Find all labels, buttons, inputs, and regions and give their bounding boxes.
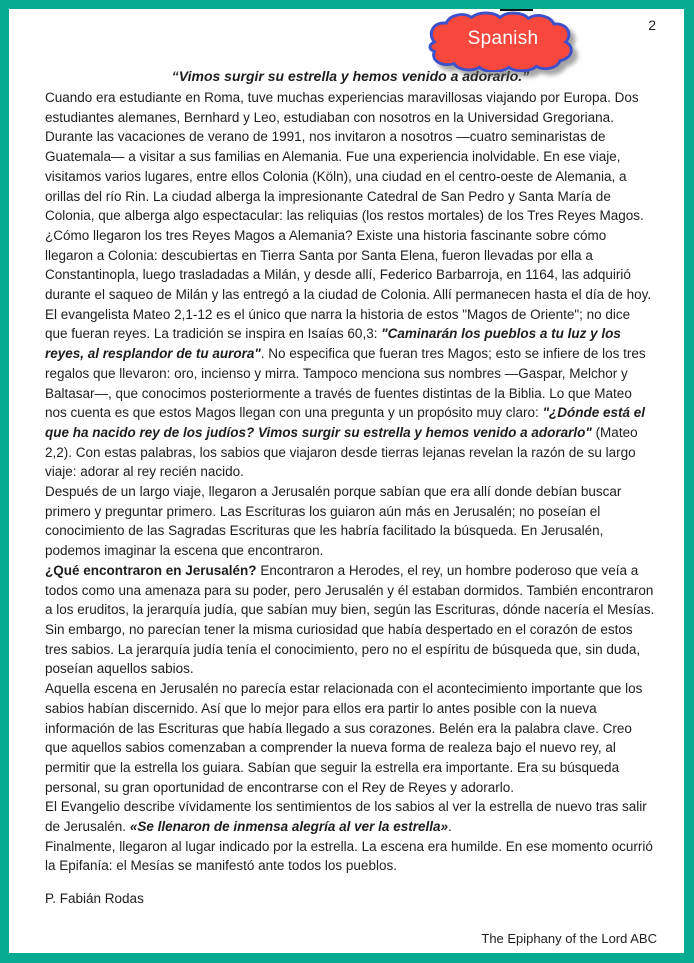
text-run: . No especifica que fueran tres Magos; esto se infiere de los tres regalos que llevaron: oro, incienso y mirra. Tampoco menciona sus nombres —Gaspar, Melchor y Baltasar—, que conocimos posteriormente a través de fuentes distintas de la Biblia. Lo que Mateo nos cuenta es que estos Magos llegan con una pregunta y un propósito muy claro: xyxy=(45,346,646,421)
paragraph xyxy=(45,797,656,836)
paragraph xyxy=(45,679,656,797)
text-run: Después de un largo viaje, llegaron a Jerusalén porque sabían que era allí donde debían buscar primero y preguntar primero. Las Escrituras los guiaron aún más en Jerusalén; no poseían el conocimiento de las Sagradas Escrituras que les habría facilitado la búsqueda. En Jerusalén, podemos imaginar la escena que encontraron. xyxy=(45,484,622,559)
language-badge-cloud xyxy=(405,10,601,72)
text-run: «Se llenaron de inmensa alegría al ver la estrella» xyxy=(129,819,448,835)
text-run: Aquella escena en Jerusalén no parecía estar relacionada con el acontecimiento importante que los sabios habían discernido. Así que lo mejor para ellos era partir lo antes posible con la nueva información de las Escrituras que había llegado a sus corazones. Belén era la palabra clave. Creo que aquellos sabios comenzaban a comprender la nueva forma de realeza bajo el nuevo rey, al permitir que la estrella los guiara. Sabían que seguir la estrella era importante. Era su búsqueda personal, su gran oportunidad de encontrarse con el Rey de Reyes y adorarlo. xyxy=(45,681,643,795)
page-number: 2 xyxy=(648,17,656,33)
text-run: Finalmente, llegaron al lugar indicado por la estrella. La escena era humilde. En ese momento ocurrió la Epifanía: el Mesías se manifestó ante todos los pueblos. xyxy=(45,838,653,874)
footer-text: The Epiphany of the Lord ABC xyxy=(481,931,657,946)
language-badge-label: Spanish xyxy=(467,28,539,49)
text-run: . xyxy=(447,819,452,835)
text-run: El evangelista Mateo 2,1-12 es el único que narra la historia de estos "Magos de Oriente"; no dice que fueran reyes. La tradición se inspira en Isaías 60,3: xyxy=(45,306,631,342)
document-body xyxy=(45,88,656,876)
text-run: "¿Dónde está el que ha nacido rey de los judíos? Vimos surgir su estrella y hemos venido a adorarlo" xyxy=(45,405,645,440)
paragraph xyxy=(45,482,656,561)
paragraph xyxy=(45,88,656,305)
paragraph xyxy=(45,305,656,482)
document-title: “Vimos surgir su estrella y hemos venido a adorarlo.” xyxy=(171,68,530,84)
text-run: (Mateo 2,2). Con estas palabras, los sabios que viajaron desde tierras lejanas revelan la razón de su largo viaje: adorar al rey recién nacido. xyxy=(45,424,638,480)
text-run: "Caminarán los pueblos a tu luz y los reyes, al resplandor de tu aurora" xyxy=(45,326,621,362)
paragraph xyxy=(45,561,656,679)
author-signature: P. Fabián Rodas xyxy=(45,891,144,907)
paragraph xyxy=(45,837,656,876)
text-run: Encontraron a Herodes, el rey, un hombre poderoso que veía a todos como una amenaza para su poder, pero Jerusalén y él estaban dormidos. También encontraron a los eruditos, la jerarquía judía, que sabían muy bien, según las Escrituras, dónde nacería el Mesías. Sin embargo, no parecían tener la misma curiosidad que había despertado en el corazón de estos tres sabios. La jerarquía judía tenía el conocimiento, pero no el espíritu de búsqueda que, sin duda, poseían aquellos sabios. xyxy=(45,562,655,677)
text-run: El Evangelio describe vívidamente los sentimientos de los sabios al ver la estrella de nuevo tras salir de Jerusalén. xyxy=(45,799,647,835)
text-run: ¿Qué encontraron en Jerusalén? xyxy=(45,562,257,578)
document-page xyxy=(9,9,684,953)
text-run: Cuando era estudiante en Roma, tuve muchas experiencias maravillosas viajando por Europa. Dos estudiantes alemanes, Bernhard y Leo, estudiaban con nosotros en la Universidad Gregoriana. Durante las vacaciones de verano de 1991, nos invitaron a nosotros —cuatro seminaristas de Guatemala— a visitar a sus familias en Alemania. Fue una experiencia inolvidable. En ese viaje, visitamos varios lugares, entre ellos Colonia (Köln), una ciudad en el centro-oeste de Alemania, a orillas del río Rin. La ciudad alberga la impresionante Catedral de San Pedro y Santa María de Colonia, que alberga algo espectacular: las reliquias (los restos mortales) de los Tres Reyes Magos. ¿Cómo llegaron los tres Reyes Magos a Alemania? Existe una historia fascinante sobre cómo llegaron a Colonia: descubiertas en Tierra Santa por Santa Elena, fueron llevadas por ella a Constantinopla, luego trasladadas a Milán, y desde allí, Federico Barbarroja, en 1164, las adquirió durante el saqueo de Milán y las entregó a la ciudad de Colonia. Allí permanecen hasta el día de hoy. xyxy=(45,90,652,303)
